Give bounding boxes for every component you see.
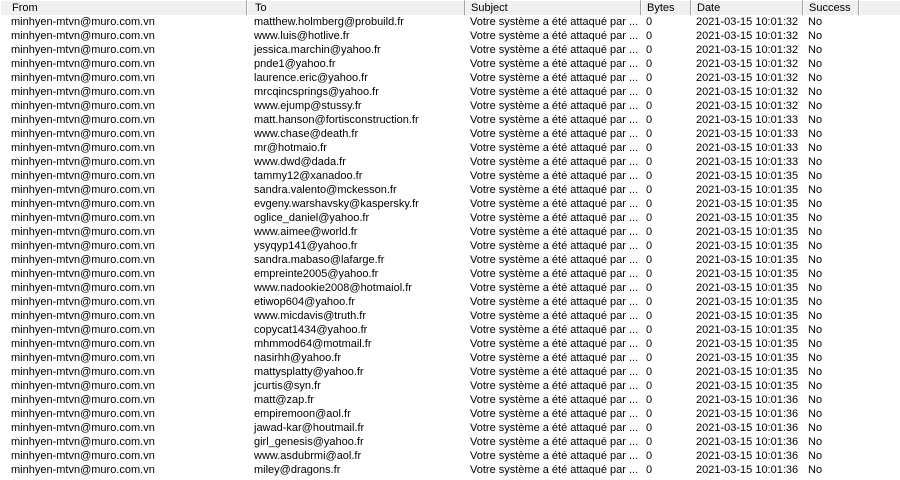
cell-bytes: 0: [646, 310, 653, 322]
cell-from: minhyen-mtvn@muro.com.vn: [11, 72, 155, 84]
cell-to: jessica.marchin@yahoo.fr: [254, 44, 381, 56]
cell-bytes: 0: [646, 114, 653, 126]
list-body: [0, 15, 900, 477]
cell-success: No: [808, 422, 823, 434]
cell-subject: Votre système a été attaqué par ...: [470, 128, 639, 140]
cell-to: pnde1@yahoo.fr: [254, 58, 336, 70]
cell-bytes: 0: [646, 422, 653, 434]
cell-from: minhyen-mtvn@muro.com.vn: [11, 170, 155, 182]
column-header-success[interactable]: Success: [803, 0, 859, 15]
cell-from: minhyen-mtvn@muro.com.vn: [11, 380, 155, 392]
cell-date: 2021-03-15 10:01:36: [696, 394, 799, 406]
cell-success: No: [808, 184, 823, 196]
table-row[interactable]: [0, 169, 900, 183]
cell-from: minhyen-mtvn@muro.com.vn: [11, 44, 155, 56]
cell-success: No: [808, 240, 823, 252]
cell-subject: Votre système a été attaqué par ...: [470, 464, 639, 476]
cell-date: 2021-03-15 10:01:35: [696, 366, 799, 378]
cell-from: minhyen-mtvn@muro.com.vn: [11, 338, 155, 350]
cell-to: laurence.eric@yahoo.fr: [254, 72, 368, 84]
cell-success: No: [808, 296, 823, 308]
cell-date: 2021-03-15 10:01:36: [696, 422, 799, 434]
cell-bytes: 0: [646, 198, 653, 210]
table-row[interactable]: [0, 337, 900, 351]
cell-date: 2021-03-15 10:01:36: [696, 464, 799, 476]
cell-from: minhyen-mtvn@muro.com.vn: [11, 142, 155, 154]
cell-bytes: 0: [646, 30, 653, 42]
cell-from: minhyen-mtvn@muro.com.vn: [11, 408, 155, 420]
cell-from: minhyen-mtvn@muro.com.vn: [11, 86, 155, 98]
cell-to: mattysplatty@yahoo.fr: [254, 366, 364, 378]
cell-success: No: [808, 436, 823, 448]
table-row[interactable]: [0, 141, 900, 155]
cell-to: mrcqincsprings@yahoo.fr: [254, 86, 379, 98]
cell-success: No: [808, 170, 823, 182]
cell-to: girl_genesis@yahoo.fr: [254, 436, 364, 448]
cell-date: 2021-03-15 10:01:35: [696, 380, 799, 392]
cell-from: minhyen-mtvn@muro.com.vn: [11, 268, 155, 280]
cell-to: www.aimee@world.fr: [254, 226, 358, 238]
cell-subject: Votre système a été attaqué par ...: [470, 142, 639, 154]
table-row[interactable]: [0, 113, 900, 127]
cell-from: minhyen-mtvn@muro.com.vn: [11, 184, 155, 196]
cell-from: minhyen-mtvn@muro.com.vn: [11, 296, 155, 308]
table-row[interactable]: [0, 71, 900, 85]
cell-date: 2021-03-15 10:01:36: [696, 436, 799, 448]
cell-from: minhyen-mtvn@muro.com.vn: [11, 450, 155, 462]
table-row[interactable]: [0, 43, 900, 57]
cell-from: minhyen-mtvn@muro.com.vn: [11, 156, 155, 168]
cell-success: No: [808, 212, 823, 224]
cell-success: No: [808, 380, 823, 392]
cell-to: oglice_daniel@yahoo.fr: [254, 212, 370, 224]
cell-bytes: 0: [646, 436, 653, 448]
column-header-to[interactable]: To: [247, 0, 465, 15]
cell-date: 2021-03-15 10:01:32: [696, 100, 799, 112]
cell-to: www.micdavis@truth.fr: [254, 310, 367, 322]
cell-to: matt@zap.fr: [254, 394, 315, 406]
cell-bytes: 0: [646, 100, 653, 112]
cell-date: 2021-03-15 10:01:35: [696, 170, 799, 182]
cell-success: No: [808, 198, 823, 210]
cell-from: minhyen-mtvn@muro.com.vn: [11, 114, 155, 126]
cell-to: matthew.holmberg@probuild.fr: [254, 16, 404, 28]
cell-success: No: [808, 226, 823, 238]
cell-to: tammy12@xanadoo.fr: [254, 170, 363, 182]
cell-date: 2021-03-15 10:01:35: [696, 338, 799, 350]
cell-to: copycat1434@yahoo.fr: [254, 324, 368, 336]
cell-bytes: 0: [646, 170, 653, 182]
cell-bytes: 0: [646, 338, 653, 350]
cell-date: 2021-03-15 10:01:36: [696, 450, 799, 462]
cell-date: 2021-03-15 10:01:35: [696, 324, 799, 336]
cell-to: evgeny.warshavsky@kaspersky.fr: [254, 198, 419, 210]
cell-from: minhyen-mtvn@muro.com.vn: [11, 58, 155, 70]
cell-bytes: 0: [646, 408, 653, 420]
cell-from: minhyen-mtvn@muro.com.vn: [11, 310, 155, 322]
cell-date: 2021-03-15 10:01:33: [696, 142, 799, 154]
cell-subject: Votre système a été attaqué par ...: [470, 100, 639, 112]
cell-to: empreinte2005@yahoo.fr: [254, 268, 379, 280]
cell-success: No: [808, 86, 823, 98]
cell-to: nasirhh@yahoo.fr: [254, 352, 341, 364]
cell-from: minhyen-mtvn@muro.com.vn: [11, 30, 155, 42]
cell-success: No: [808, 44, 823, 56]
cell-bytes: 0: [646, 380, 653, 392]
cell-to: etiwop604@yahoo.fr: [254, 296, 356, 308]
cell-bytes: 0: [646, 240, 653, 252]
cell-bytes: 0: [646, 128, 653, 140]
cell-success: No: [808, 464, 823, 476]
list-header: [0, 0, 900, 15]
table-row[interactable]: [0, 323, 900, 337]
table-row[interactable]: [0, 211, 900, 225]
table-row[interactable]: [0, 393, 900, 407]
cell-to: jcurtis@syn.fr: [254, 380, 321, 392]
cell-success: No: [808, 282, 823, 294]
cell-success: No: [808, 352, 823, 364]
column-header-filler: [859, 0, 900, 15]
cell-success: No: [808, 450, 823, 462]
cell-from: minhyen-mtvn@muro.com.vn: [11, 422, 155, 434]
cell-from: minhyen-mtvn@muro.com.vn: [11, 212, 155, 224]
cell-bytes: 0: [646, 72, 653, 84]
table-row[interactable]: [0, 253, 900, 267]
cell-success: No: [808, 30, 823, 42]
cell-success: No: [808, 394, 823, 406]
cell-from: minhyen-mtvn@muro.com.vn: [11, 240, 155, 252]
cell-bytes: 0: [646, 212, 653, 224]
cell-subject: Votre système a été attaqué par ...: [470, 436, 639, 448]
cell-subject: Votre système a été attaqué par ...: [470, 394, 639, 406]
cell-success: No: [808, 310, 823, 322]
cell-date: 2021-03-15 10:01:36: [696, 408, 799, 420]
table-row[interactable]: [0, 407, 900, 421]
cell-subject: Votre système a été attaqué par ...: [470, 380, 639, 392]
cell-from: minhyen-mtvn@muro.com.vn: [11, 324, 155, 336]
cell-success: No: [808, 408, 823, 420]
cell-date: 2021-03-15 10:01:33: [696, 114, 799, 126]
cell-date: 2021-03-15 10:01:35: [696, 212, 799, 224]
column-header-from[interactable]: From: [0, 0, 247, 15]
table-row[interactable]: [0, 57, 900, 71]
table-row[interactable]: [0, 421, 900, 435]
cell-success: No: [808, 366, 823, 378]
cell-from: minhyen-mtvn@muro.com.vn: [11, 352, 155, 364]
cell-from: minhyen-mtvn@muro.com.vn: [11, 464, 155, 476]
column-header-date[interactable]: Date: [691, 0, 803, 15]
column-header-subject[interactable]: Subject: [465, 0, 641, 15]
cell-subject: Votre système a été attaqué par ...: [470, 310, 639, 322]
table-row[interactable]: [0, 225, 900, 239]
cell-subject: Votre système a été attaqué par ...: [470, 324, 639, 336]
cell-date: 2021-03-15 10:01:32: [696, 16, 799, 28]
cell-success: No: [808, 254, 823, 266]
cell-from: minhyen-mtvn@muro.com.vn: [11, 436, 155, 448]
cell-date: 2021-03-15 10:01:33: [696, 128, 799, 140]
cell-subject: Votre système a été attaqué par ...: [470, 338, 639, 350]
cell-to: www.nadookie2008@hotmaiol.fr: [254, 282, 412, 294]
cell-bytes: 0: [646, 268, 653, 280]
cell-subject: Votre système a été attaqué par ...: [470, 156, 639, 168]
cell-subject: Votre système a été attaqué par ...: [470, 240, 639, 252]
cell-to: jawad-kar@houtmail.fr: [254, 422, 365, 434]
cell-from: minhyen-mtvn@muro.com.vn: [11, 16, 155, 28]
cell-bytes: 0: [646, 254, 653, 266]
cell-to: miley@dragons.fr: [254, 464, 341, 476]
cell-date: 2021-03-15 10:01:35: [696, 240, 799, 252]
cell-subject: Votre système a été attaqué par ...: [470, 114, 639, 126]
cell-bytes: 0: [646, 324, 653, 336]
cell-success: No: [808, 268, 823, 280]
table-row[interactable]: [0, 351, 900, 365]
table-row[interactable]: [0, 197, 900, 211]
cell-bytes: 0: [646, 142, 653, 154]
cell-subject: Votre système a été attaqué par ...: [470, 352, 639, 364]
table-row[interactable]: [0, 29, 900, 43]
table-row[interactable]: [0, 463, 900, 477]
cell-from: minhyen-mtvn@muro.com.vn: [11, 100, 155, 112]
cell-subject: Votre système a été attaqué par ...: [470, 366, 639, 378]
cell-date: 2021-03-15 10:01:32: [696, 44, 799, 56]
cell-subject: Votre système a été attaqué par ...: [470, 198, 639, 210]
cell-to: mr@hotmaio.fr: [254, 142, 327, 154]
cell-bytes: 0: [646, 296, 653, 308]
table-row[interactable]: [0, 127, 900, 141]
cell-date: 2021-03-15 10:01:32: [696, 30, 799, 42]
table-row[interactable]: [0, 281, 900, 295]
cell-subject: Votre système a été attaqué par ...: [470, 86, 639, 98]
cell-subject: Votre système a été attaqué par ...: [470, 16, 639, 28]
cell-to: www.ejump@stussy.fr: [254, 100, 362, 112]
cell-success: No: [808, 58, 823, 70]
cell-subject: Votre système a été attaqué par ...: [470, 226, 639, 238]
cell-date: 2021-03-15 10:01:35: [696, 282, 799, 294]
cell-date: 2021-03-15 10:01:32: [696, 58, 799, 70]
cell-to: ysyqyp141@yahoo.fr: [254, 240, 358, 252]
cell-to: empiremoon@aol.fr: [254, 408, 351, 420]
table-row[interactable]: [0, 267, 900, 281]
cell-bytes: 0: [646, 366, 653, 378]
cell-subject: Votre système a été attaqué par ...: [470, 282, 639, 294]
cell-to: www.chase@death.fr: [254, 128, 359, 140]
cell-date: 2021-03-15 10:01:35: [696, 198, 799, 210]
cell-from: minhyen-mtvn@muro.com.vn: [11, 198, 155, 210]
cell-date: 2021-03-15 10:01:35: [696, 268, 799, 280]
cell-subject: Votre système a été attaqué par ...: [470, 212, 639, 224]
cell-from: minhyen-mtvn@muro.com.vn: [11, 128, 155, 140]
cell-success: No: [808, 100, 823, 112]
table-row[interactable]: [0, 239, 900, 253]
table-row[interactable]: [0, 379, 900, 393]
cell-to: matt.hanson@fortisconstruction.fr: [254, 114, 419, 126]
table-row[interactable]: [0, 309, 900, 323]
cell-to: www.dwd@dada.fr: [254, 156, 346, 168]
cell-date: 2021-03-15 10:01:35: [696, 254, 799, 266]
cell-bytes: 0: [646, 394, 653, 406]
cell-date: 2021-03-15 10:01:35: [696, 184, 799, 196]
cell-to: mhmmod64@motmail.fr: [254, 338, 372, 350]
cell-bytes: 0: [646, 156, 653, 168]
cell-subject: Votre système a été attaqué par ...: [470, 72, 639, 84]
cell-subject: Votre système a été attaqué par ...: [470, 254, 639, 266]
cell-success: No: [808, 128, 823, 140]
cell-bytes: 0: [646, 282, 653, 294]
cell-subject: Votre système a été attaqué par ...: [470, 58, 639, 70]
cell-success: No: [808, 142, 823, 154]
cell-subject: Votre système a été attaqué par ...: [470, 422, 639, 434]
cell-success: No: [808, 338, 823, 350]
cell-subject: Votre système a été attaqué par ...: [470, 450, 639, 462]
cell-subject: Votre système a été attaqué par ...: [470, 184, 639, 196]
cell-subject: Votre système a été attaqué par ...: [470, 408, 639, 420]
cell-date: 2021-03-15 10:01:35: [696, 226, 799, 238]
cell-to: www.luis@hotlive.fr: [254, 30, 350, 42]
cell-subject: Votre système a été attaqué par ...: [470, 170, 639, 182]
cell-bytes: 0: [646, 464, 653, 476]
cell-bytes: 0: [646, 184, 653, 196]
cell-to: sandra.mabaso@lafarge.fr: [254, 254, 385, 266]
cell-date: 2021-03-15 10:01:33: [696, 156, 799, 168]
cell-subject: Votre système a été attaqué par ...: [470, 268, 639, 280]
cell-from: minhyen-mtvn@muro.com.vn: [11, 366, 155, 378]
cell-date: 2021-03-15 10:01:32: [696, 86, 799, 98]
cell-bytes: 0: [646, 86, 653, 98]
cell-success: No: [808, 114, 823, 126]
cell-bytes: 0: [646, 16, 653, 28]
cell-bytes: 0: [646, 352, 653, 364]
table-row[interactable]: [0, 15, 900, 29]
table-row[interactable]: [0, 99, 900, 113]
cell-date: 2021-03-15 10:01:35: [696, 352, 799, 364]
cell-to: sandra.valento@mckesson.fr: [254, 184, 397, 196]
cell-bytes: 0: [646, 44, 653, 56]
cell-success: No: [808, 72, 823, 84]
cell-date: 2021-03-15 10:01:32: [696, 72, 799, 84]
table-row[interactable]: [0, 85, 900, 99]
cell-from: minhyen-mtvn@muro.com.vn: [11, 226, 155, 238]
cell-bytes: 0: [646, 226, 653, 238]
table-row[interactable]: [0, 295, 900, 309]
cell-subject: Votre système a été attaqué par ...: [470, 44, 639, 56]
cell-from: minhyen-mtvn@muro.com.vn: [11, 394, 155, 406]
table-row[interactable]: [0, 435, 900, 449]
cell-success: No: [808, 324, 823, 336]
table-row[interactable]: [0, 365, 900, 379]
table-row[interactable]: [0, 449, 900, 463]
cell-success: No: [808, 156, 823, 168]
cell-bytes: 0: [646, 58, 653, 70]
cell-success: No: [808, 16, 823, 28]
cell-to: www.asdubrmi@aol.fr: [254, 450, 362, 462]
cell-subject: Votre système a été attaqué par ...: [470, 296, 639, 308]
cell-date: 2021-03-15 10:01:35: [696, 296, 799, 308]
table-row[interactable]: [0, 155, 900, 169]
cell-subject: Votre système a été attaqué par ...: [470, 30, 639, 42]
table-row[interactable]: [0, 183, 900, 197]
cell-from: minhyen-mtvn@muro.com.vn: [11, 282, 155, 294]
column-header-bytes[interactable]: Bytes: [641, 0, 691, 15]
cell-bytes: 0: [646, 450, 653, 462]
cell-date: 2021-03-15 10:01:35: [696, 310, 799, 322]
cell-from: minhyen-mtvn@muro.com.vn: [11, 254, 155, 266]
